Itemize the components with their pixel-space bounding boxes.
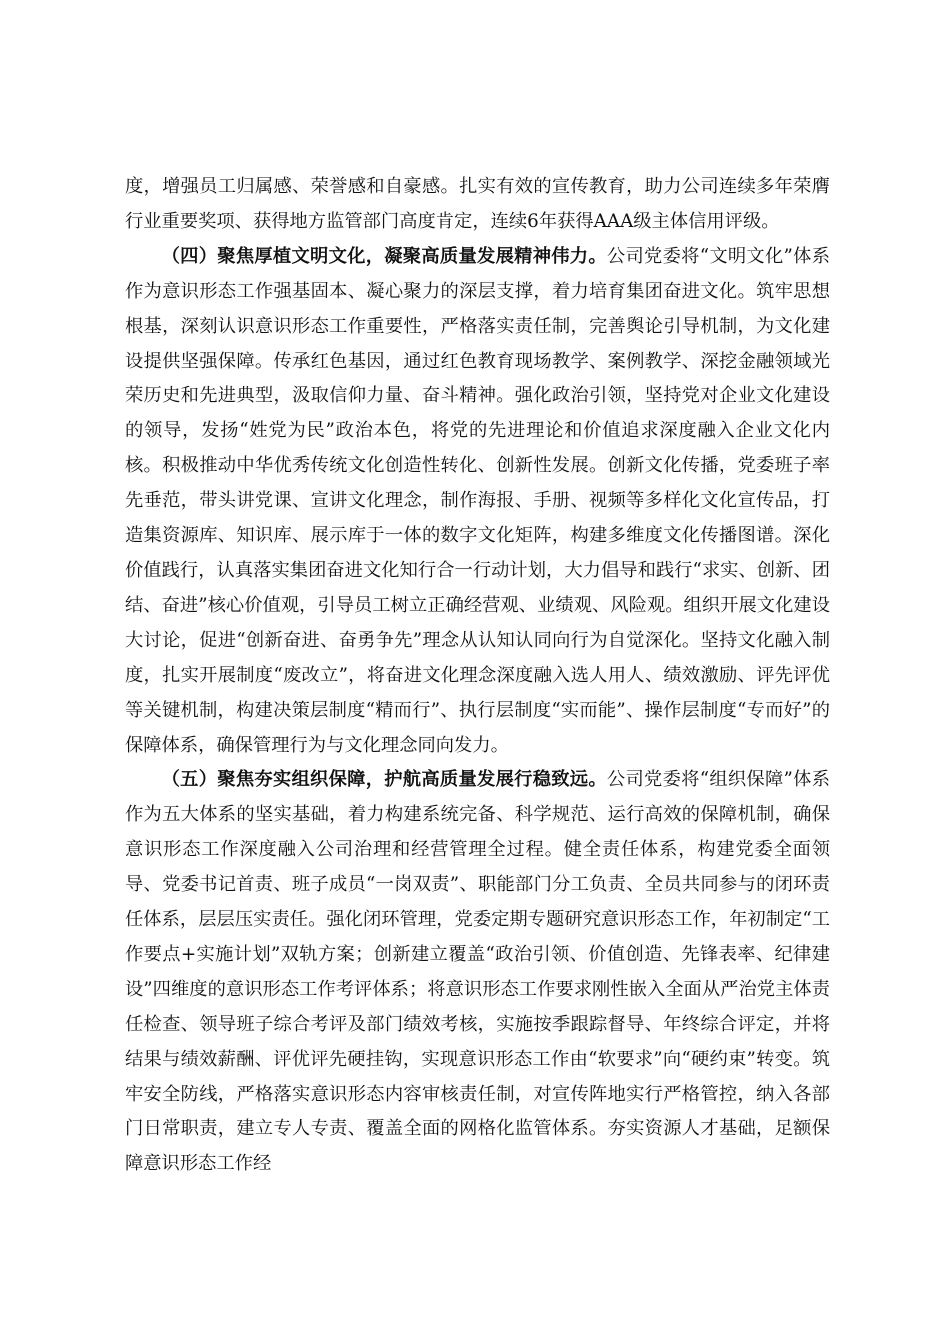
paragraph-body: 公司党委将“文明文化”体系作为意识形态工作强基固本、凝心聚力的深层支撑，着力培育集团奋进文化。筑牢思想根基，深刻认识意识形态工作重要性，严格落实责任制，完善舆论引导机制，为文化建设提供坚强保障。传承红色基因，通过红色教育现场教学、案例教学、深挖金融领域光荣历史和先进典型，汲取信仰力量、奋斗精神。强化政治引领，坚持党对企业文化建设的领导，发扬“姓党为民”政治本色，将党的先进理论和价值追求深度融入企业文化内核。积极推动中华优秀传统文化创造性转化、创新性发展。创新文化传播，党委班子率先垂范，带头讲党课、宣讲文化理念，制作海报、手册、视频等多样化文化宣传品，打造集资源库、知识库、展示库于一体的数字文化矩阵，构建多维度文化传播图谱。深化价值践行，认真落实集团奋进文化知行合一行动计划，大力倡导和践行“求实、创新、团结、奋进”核心价值观，引导员工树立正确经营观、业绩观、风险观。组织开展文化建设大讨论，促进“创新奋进、奋勇争先”理念从认知认同向行为自觉深化。坚持文化融入制度，扎实开展制度“废改立”，将奋进文化理念深度融入选人用人、绩效激励、评先评优等关键机制，构建决策层制度“精而行”、执行层制度“实而能”、操作层制度“专而好”的保障体系，确保管理行为与文化理念同向发力。 (125, 245, 830, 756)
section-heading: （五）聚焦夯实组织保障，护航高质量发展行稳致远。 (161, 769, 607, 791)
paragraph-continuation (125, 170, 830, 240)
paragraph-section-five (125, 763, 830, 1182)
paragraph-section-four (125, 240, 830, 764)
paragraph-body: 公司党委将“组织保障”体系作为五大体系的坚实基础，着力构建系统完备、科学规范、运行高效的保障机制，确保意识形态工作深度融入公司治理和经营管理全过程。健全责任体系，构建党委全面领导、党委书记首责、班子成员“一岗双责”、职能部门分工负责、全员共同参与的闭环责任体系，层层压实责任。强化闭环管理，党委定期专题研究意识形态工作，年初制定“工作要点+实施计划”双轨方案；创新建立覆盖“政治引领、价值创造、先锋表率、纪律建设”四维度的意识形态工作考评体系；将意识形态工作要求刚性嵌入全面从严治党主体责任检查、领导班子综合考评及部门绩效考核，实施按季跟踪督导、年终综合评定，并将结果与绩效薪酬、评优评先硬挂钩，实现意识形态工作由“软要求”向“硬约束”转变。筑牢安全防线，严格落实意识形态内容审核责任制，对宣传阵地实行严格管控，纳入各部门日常职责，建立专人专责、覆盖全面的网格化监管体系。夯实资源人才基础，足额保障意识形态工作经 (125, 769, 830, 1175)
paragraph-body: 度，增强员工归属感、荣誉感和自豪感。扎实有效的宣传教育，助力公司连续多年荣膺行业重要奖项、获得地方监管部门高度肯定，连续6年获得AAA级主体信用评级。 (125, 176, 830, 232)
section-heading: （四）聚焦厚植文明文化，凝聚高质量发展精神伟力。 (161, 245, 607, 267)
document-page (125, 170, 830, 1182)
